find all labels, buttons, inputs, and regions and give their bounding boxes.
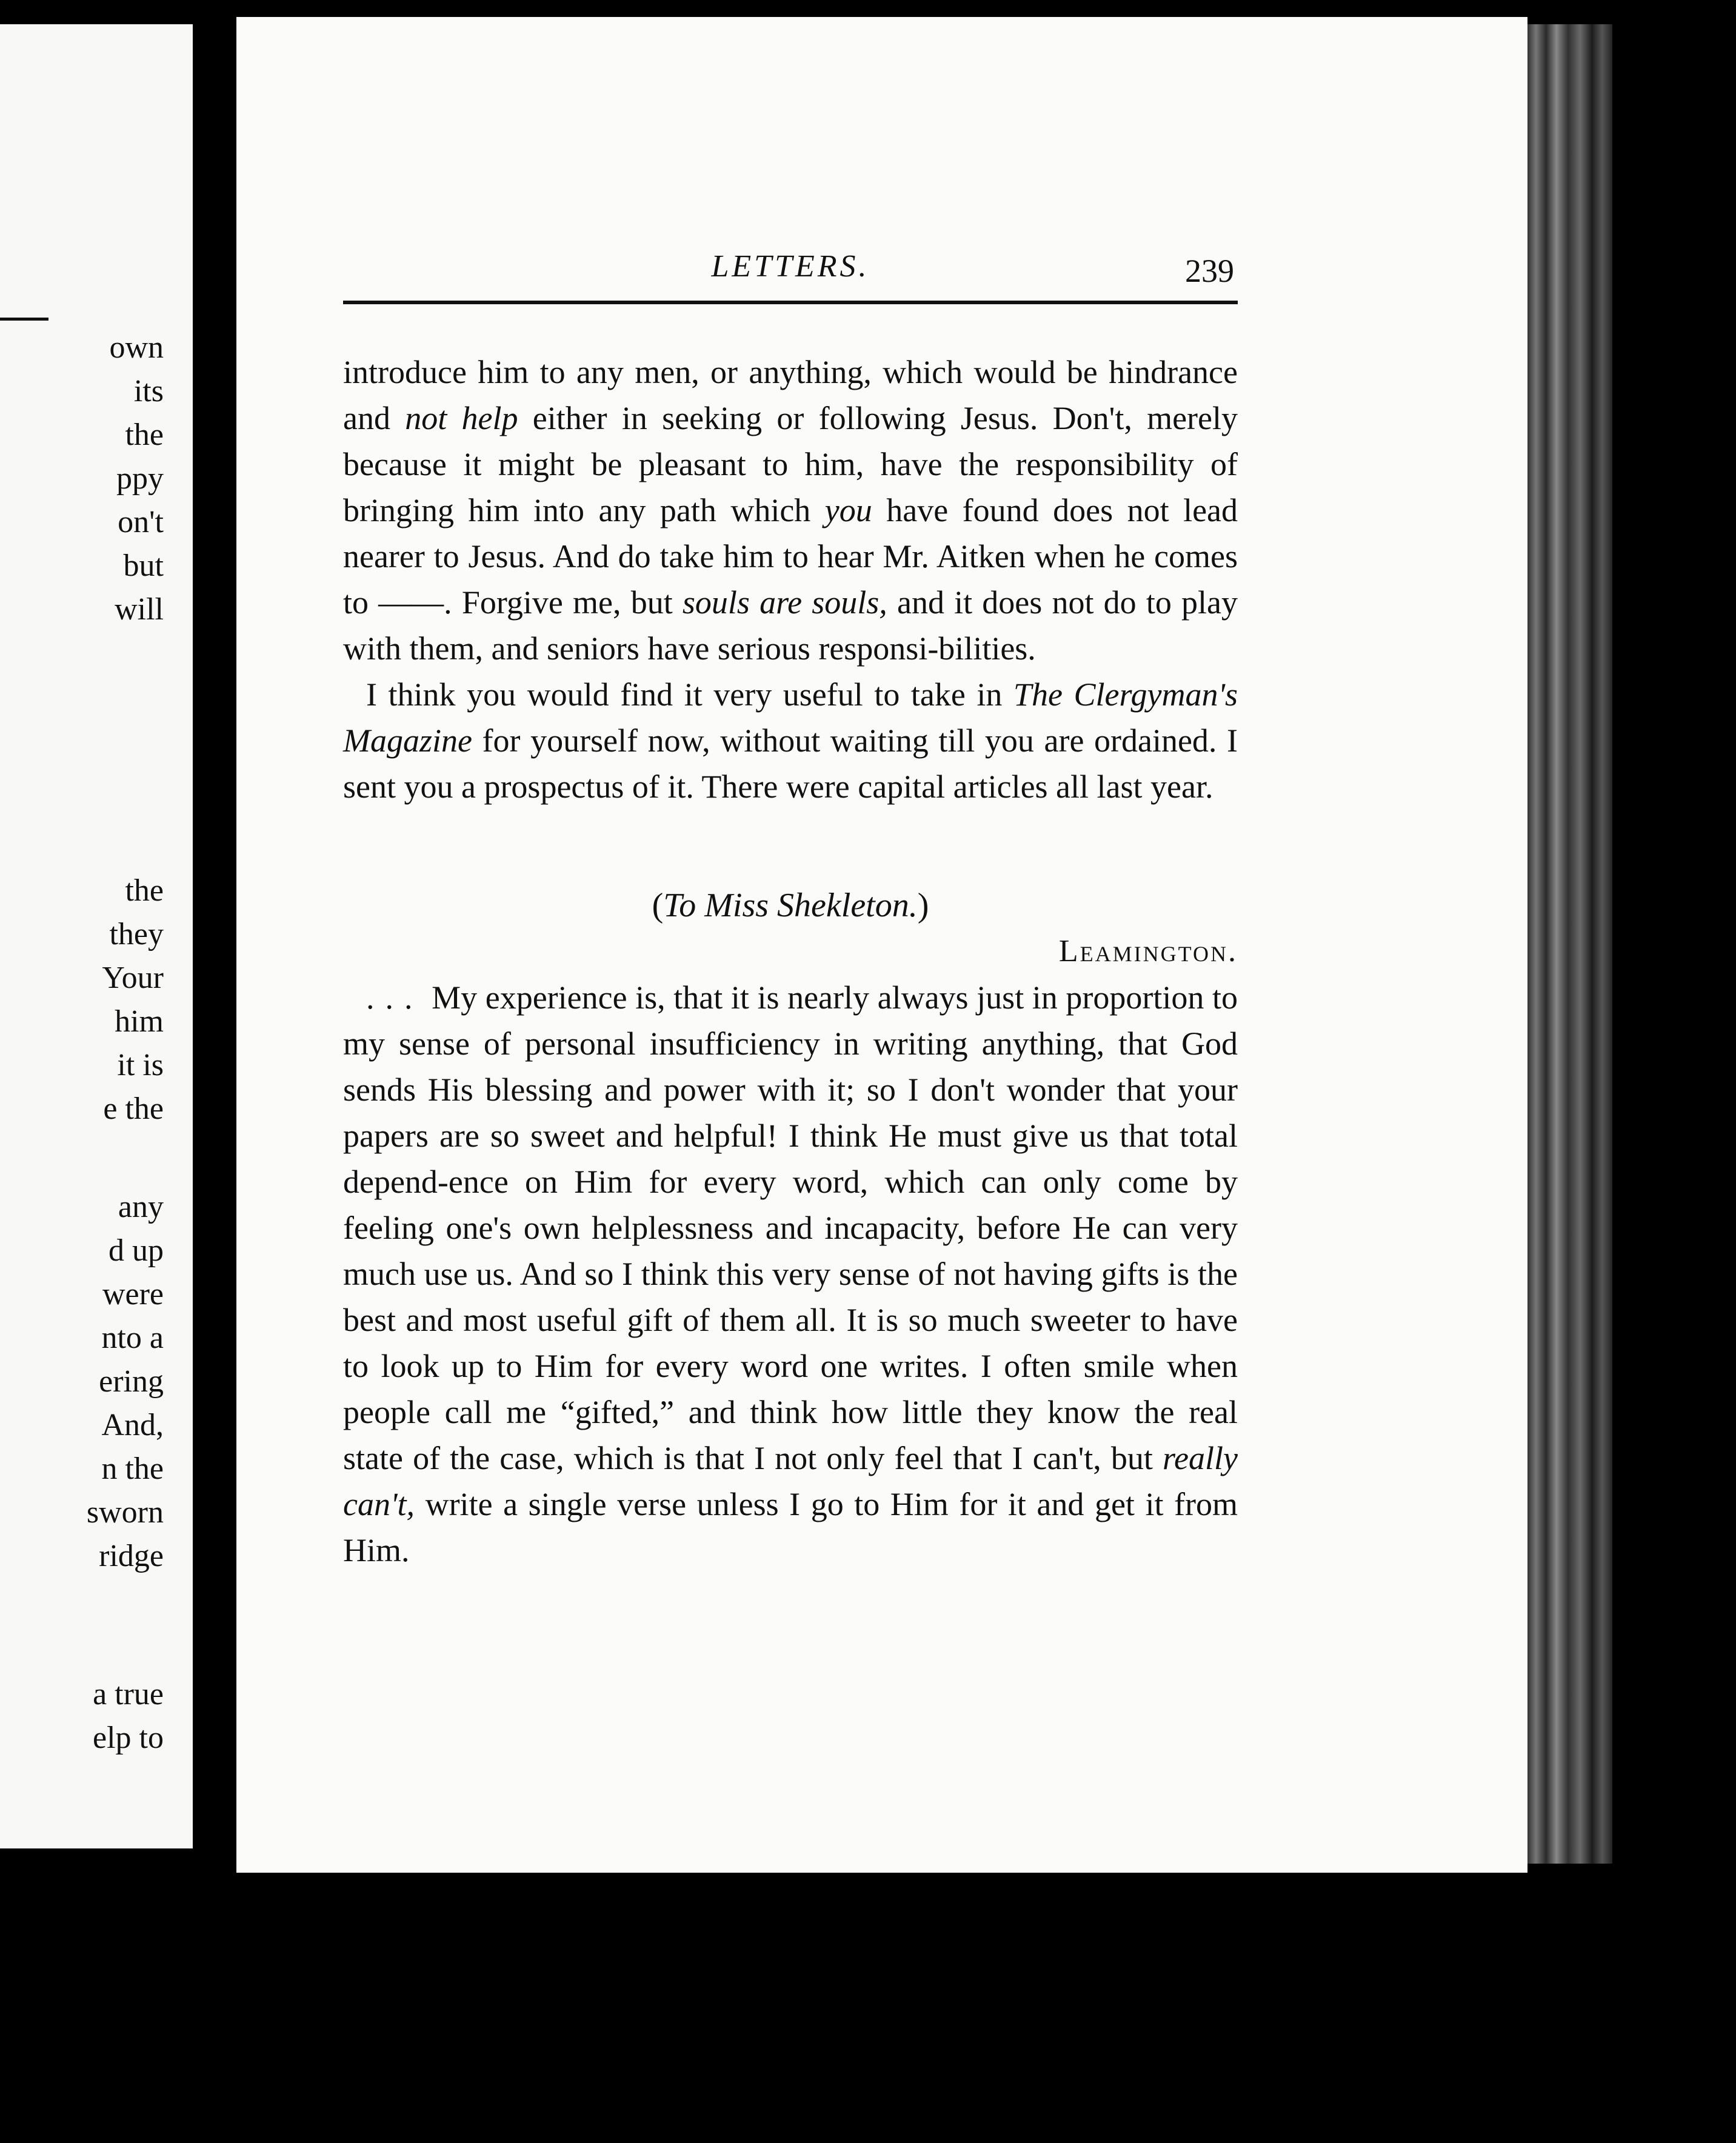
text-run: and it does not do to play with them, and seniors have serious responsi-bilities. <box>343 584 1238 667</box>
left-fragment: will <box>115 592 164 627</box>
left-fragment: ppy <box>116 461 164 496</box>
addressee: To Miss Shekleton. <box>663 887 918 924</box>
text-run: have found does not lead nearer to Jesus. And do take him to hear Mr. Aitken when he comes to ——. Forgive me, but <box>343 492 1238 621</box>
paragraph <box>343 349 1238 672</box>
letter-address <box>343 882 1238 928</box>
left-fragment: but <box>123 548 164 583</box>
left-fragment: were <box>102 1277 164 1311</box>
left-page-edge <box>0 24 193 1848</box>
italic-run: you <box>824 492 872 528</box>
left-fragment: the <box>125 418 164 452</box>
left-fragment: ering <box>99 1364 164 1399</box>
paragraph <box>343 975 1238 1573</box>
left-fragment: own <box>109 330 164 365</box>
italic-run: The Clergyman's Magazine <box>343 676 1238 759</box>
left-fragment: ridge <box>99 1539 164 1573</box>
left-fragment: sworn <box>86 1495 164 1530</box>
book-page <box>236 17 1527 1873</box>
paren-open: ( <box>652 887 664 924</box>
left-fragment: a true <box>93 1677 164 1711</box>
left-fragment: d up <box>109 1233 164 1268</box>
left-fragment: n the <box>101 1451 164 1486</box>
text-run: for yourself now, without waiting till you are ordained. I sent you a prospectus of it. There were capital articles all last year. <box>343 722 1238 805</box>
italic-run: not help <box>405 400 518 436</box>
text-run: introduce him to any men, or anything, which would be hindrance and <box>343 354 1238 436</box>
left-fragment: elp to <box>93 1721 164 1755</box>
left-fragment: nto a <box>101 1321 164 1355</box>
text-run: I think you would find it very useful to take in <box>366 676 1013 713</box>
italic-run: souls are souls, <box>682 584 887 621</box>
left-fragment: any <box>118 1190 164 1224</box>
text-run: write a single verse unless I go to Him for it and get it from Him. <box>343 1486 1238 1568</box>
left-fragment: him <box>115 1004 164 1039</box>
left-fragment: Your <box>102 961 164 995</box>
left-page-rule <box>0 318 48 321</box>
left-fragment: the <box>125 873 164 908</box>
running-title: LETTERS. <box>711 249 870 284</box>
book-gutter <box>193 0 236 2143</box>
left-fragment: e the <box>103 1091 164 1126</box>
page-edges <box>1527 24 1612 1864</box>
letter-place: Leamington. <box>1058 934 1238 968</box>
left-fragment: they <box>109 917 164 952</box>
left-fragment: its <box>133 374 164 408</box>
paren-close: ) <box>917 887 929 924</box>
left-fragment: it is <box>117 1048 164 1082</box>
header-rule <box>343 301 1238 304</box>
ellipsis: ... <box>366 979 424 1016</box>
left-fragment: And, <box>101 1408 164 1442</box>
text-run: either in seeking or following Jesus. Don't, merely because it might be pleasant to him, have the responsibility of bringing him into any path which <box>343 400 1238 528</box>
italic-run: really can't, <box>343 1440 1238 1522</box>
body-text <box>343 349 1238 1573</box>
page-header <box>343 248 1238 309</box>
text-run: My experience is, that it is nearly always just in proportion to my sense of personal insufficiency in writing anything, that God sends His blessing and power with it; so I don't wonder that your papers are so sweet and helpful! I think He must give us that total depend-ence on Him for every word, which can only come by feeling one's own helplessness and incapacity, before He can very much use us. And so I think this very sense of not having gifts is the best and most useful gift of them all. It is so much sweeter to have to look up to Him for every word one writes. I often smile when people call me “gifted,” and think how little they know the real state of the case, which is that I not only feel that I can't, but <box>343 979 1238 1476</box>
paragraph <box>343 672 1238 810</box>
left-fragment: on't <box>118 505 164 539</box>
page-number: 239 <box>1185 253 1234 289</box>
